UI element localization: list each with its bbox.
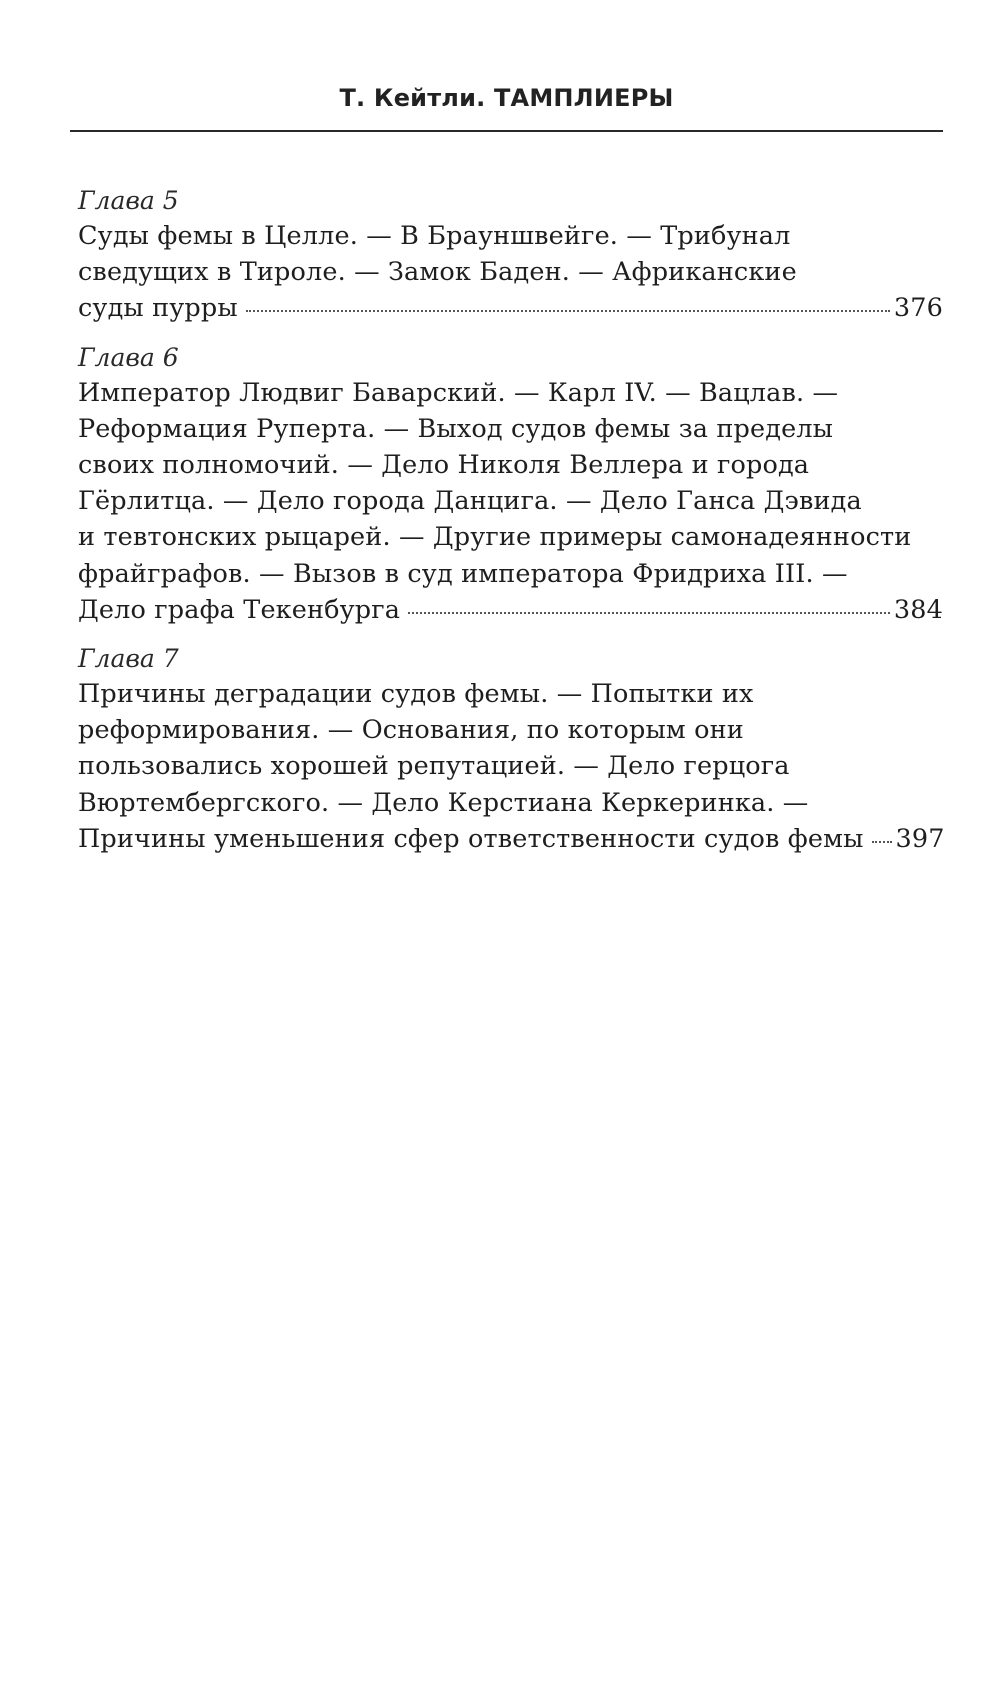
entry-line: фрайграфов. — Вызов в суд императора Фридриха III. — bbox=[78, 558, 848, 589]
dot-leader bbox=[408, 612, 890, 614]
header-rule bbox=[70, 130, 943, 132]
dot-leader bbox=[872, 841, 892, 843]
entry-last-line bbox=[78, 821, 945, 857]
entry-line: сведущих в Тироле. — Замок Баден. — Африканские bbox=[78, 257, 797, 288]
chapter-label: Глава 6 bbox=[78, 342, 179, 372]
toc-chapter-6 bbox=[78, 341, 943, 628]
chapter-entry bbox=[78, 375, 943, 628]
entry-line: Суды фемы в Целле. — В Брауншвейге. — Трибунал bbox=[78, 221, 791, 251]
entry-line: и тевтонских рыцарей. — Другие примеры самонадеянности bbox=[78, 522, 912, 553]
entry-line: суды пурры bbox=[78, 293, 238, 324]
chapter-label: Глава 5 bbox=[78, 186, 179, 215]
entry-line: Причины деградации судов фемы. — Попытки их bbox=[78, 679, 754, 710]
entry-line: Причины уменьшения сфер ответственности судов фемы bbox=[78, 823, 864, 854]
table-of-contents bbox=[78, 184, 943, 871]
page-number: 384 bbox=[893, 594, 943, 625]
dot-leader bbox=[246, 310, 890, 312]
entry-line: Дело графа Текенбурга bbox=[78, 594, 401, 625]
running-head: Т. Кейтли. ТАМПЛИЕРЫ bbox=[339, 84, 674, 112]
page-number: 397 bbox=[895, 823, 945, 854]
entry-line: Реформация Руперта. — Выход судов фемы за пределы bbox=[78, 413, 834, 444]
chapter-label: Глава 7 bbox=[78, 644, 179, 674]
toc-chapter-7 bbox=[78, 642, 943, 857]
chapter-entry bbox=[78, 676, 943, 857]
entry-line: Император Людвиг Баварский. — Карл IV. — Вацлав. — bbox=[78, 377, 839, 408]
page-number: 376 bbox=[893, 293, 943, 324]
entry-line: своих полномочий. — Дело Николя Веллера и города bbox=[78, 450, 810, 481]
entry-last-line bbox=[78, 290, 943, 326]
entry-line: реформирования. — Основания, по которым они bbox=[78, 715, 744, 746]
entry-line: Гёрлитца. — Дело города Данцига. — Дело Ганса Дэвида bbox=[78, 486, 862, 517]
entry-line: Вюртембергского. — Дело Керстиана Керкеринка. — bbox=[78, 787, 809, 818]
entry-line: пользовались хорошей репутацией. — Дело герцога bbox=[78, 751, 790, 782]
toc-chapter-5 bbox=[78, 184, 943, 327]
chapter-entry bbox=[78, 218, 943, 327]
entry-last-line bbox=[78, 592, 943, 628]
